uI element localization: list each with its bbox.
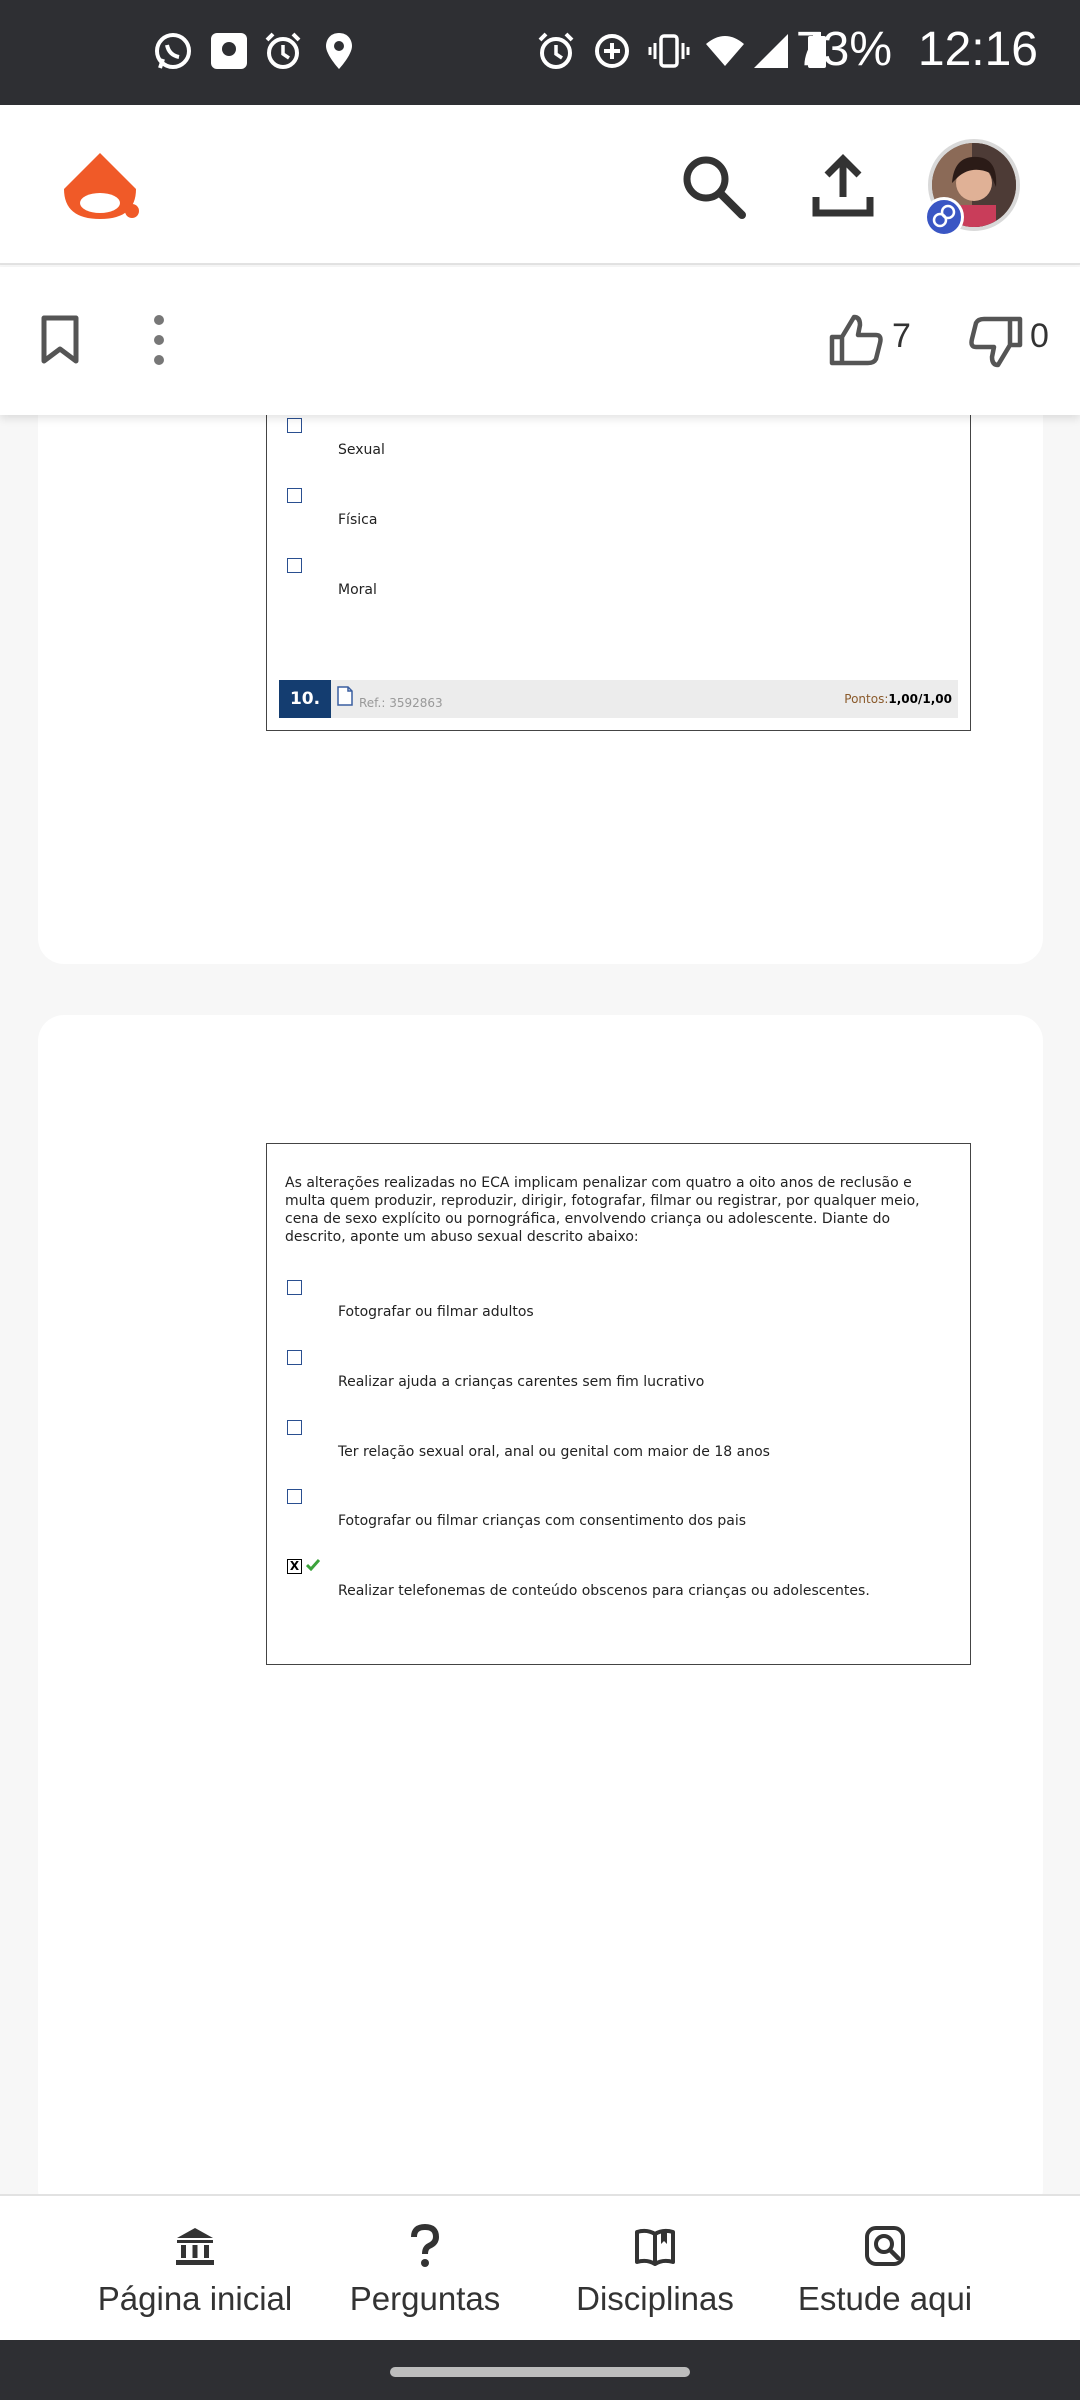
question-ref: Ref.: 3592863 bbox=[359, 696, 443, 710]
bottom-navigation bbox=[0, 2194, 1080, 2340]
nav-label: Disciplinas bbox=[576, 2280, 734, 2317]
dislikes-count: 0 bbox=[1030, 317, 1049, 355]
app-logo-icon[interactable] bbox=[58, 149, 142, 225]
option-label: Fotografar ou filmar crianças com consentimento dos pais bbox=[338, 1513, 747, 1529]
checkbox[interactable] bbox=[287, 1489, 302, 1504]
option-label: Moral bbox=[338, 582, 377, 598]
search-icon[interactable] bbox=[680, 153, 746, 219]
study-search-icon bbox=[863, 2224, 907, 2268]
checkbox[interactable] bbox=[287, 488, 302, 503]
checkbox[interactable] bbox=[287, 418, 302, 433]
nav-home[interactable] bbox=[80, 2196, 310, 2342]
home-gesture-handle[interactable] bbox=[390, 2367, 690, 2377]
nav-label: Perguntas bbox=[349, 2280, 501, 2317]
question-header-bar bbox=[279, 680, 958, 718]
status-bar bbox=[0, 0, 1080, 105]
question-number: 10. bbox=[279, 680, 331, 718]
clock: 12:16 bbox=[917, 23, 1038, 76]
question-icon bbox=[403, 2224, 447, 2268]
nav-study[interactable] bbox=[770, 2196, 1000, 2342]
whatsapp-icon bbox=[152, 30, 194, 72]
document-page-card bbox=[38, 1015, 1043, 2215]
app-notification-icon bbox=[208, 30, 250, 72]
question-text: As alterações realizadas no ECA implicam penalizar com quatro a oito anos de reclusão e multa quem produzir, reproduzir, dirigir, fotografar, filmar ou registrar, por qualquer meio, cena de sexo explícito ou pornográfica, envolvendo criança ou adolescente. Diante do descrito, aponte um abuso sexual descrito abaixo: bbox=[285, 1175, 920, 1245]
bank-icon bbox=[173, 2224, 217, 2268]
gesture-bar bbox=[0, 2340, 1080, 2400]
correct-check-icon bbox=[306, 1559, 320, 1571]
option-label: Ter relação sexual oral, anal ou genital com maior de 18 anos bbox=[338, 1444, 770, 1460]
checkbox[interactable] bbox=[287, 1280, 302, 1295]
battery-percent: 73% bbox=[795, 23, 892, 76]
document-toolbar bbox=[0, 267, 1080, 415]
wifi-icon bbox=[704, 30, 746, 72]
option-label: Fotografar ou filmar adultos bbox=[338, 1304, 534, 1320]
question-block bbox=[266, 1143, 971, 1665]
nav-label: Estude aqui bbox=[797, 2280, 973, 2317]
checkbox[interactable] bbox=[287, 558, 302, 573]
option-label: Realizar telefonemas de conteúdo obscenos para crianças ou adolescentes. bbox=[338, 1583, 870, 1599]
vibrate-icon bbox=[648, 30, 690, 72]
bookmark-icon[interactable] bbox=[40, 315, 80, 365]
checked-checkbox[interactable]: X bbox=[287, 1559, 302, 1574]
thumbs-up-icon[interactable] bbox=[828, 313, 884, 367]
location-icon bbox=[318, 30, 360, 72]
more-options-icon[interactable] bbox=[150, 313, 168, 367]
likes-count: 7 bbox=[892, 317, 911, 355]
question-points: Pontos:1,00/1,00 bbox=[844, 692, 952, 706]
nav-questions[interactable] bbox=[310, 2196, 540, 2342]
thumbs-down-icon[interactable] bbox=[968, 315, 1024, 369]
book-icon bbox=[633, 2224, 677, 2268]
user-badge-icon bbox=[924, 197, 964, 237]
option-label: Física bbox=[338, 512, 378, 528]
option-label: Realizar ajuda a crianças carentes sem fim lucrativo bbox=[338, 1374, 705, 1390]
data-saver-icon bbox=[591, 30, 633, 72]
checkbox[interactable] bbox=[287, 1420, 302, 1435]
upload-icon[interactable] bbox=[810, 153, 876, 219]
alarm-icon bbox=[262, 30, 304, 72]
signal-icon bbox=[750, 30, 792, 72]
nav-subjects[interactable] bbox=[540, 2196, 770, 2342]
document-icon bbox=[337, 686, 353, 706]
nav-label: Página inicial bbox=[97, 2280, 293, 2317]
option-label: Sexual bbox=[338, 442, 385, 458]
checkbox[interactable] bbox=[287, 1350, 302, 1365]
app-bar bbox=[0, 105, 1080, 265]
alarm-icon bbox=[535, 30, 577, 72]
